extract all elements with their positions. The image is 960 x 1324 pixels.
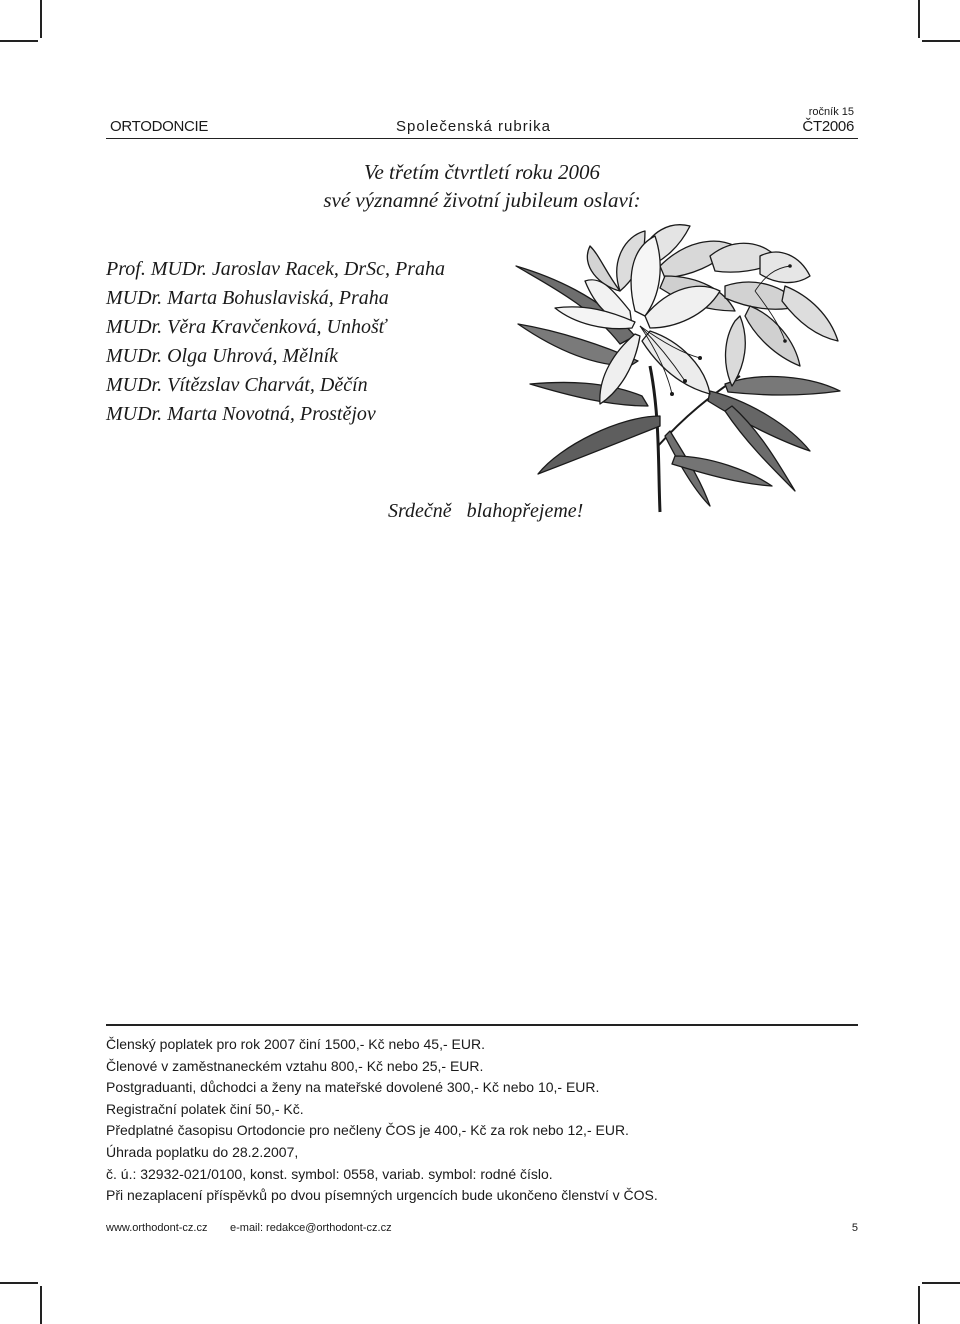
info-line: Postgraduanti, důchodci a ženy na mateřské dovolené 300,- Kč nebo 10,- EUR. [106, 1079, 600, 1096]
jubilee-names-list [106, 255, 445, 429]
crop-mark [40, 1286, 42, 1324]
membership-info [106, 1034, 658, 1207]
crop-mark [922, 1282, 960, 1284]
crop-mark [0, 40, 38, 42]
list-item: MUDr. Věra Kravčenková, Unhošť [106, 316, 386, 338]
crop-mark [922, 40, 960, 42]
info-line: Registrační polatek činí 50,- Kč. [106, 1100, 304, 1117]
headline [106, 158, 858, 214]
info-line: č. ú.: 32932-021/0100, konst. symbol: 0558, variab. symbol: rodné číslo. [106, 1165, 553, 1182]
crop-mark [918, 0, 920, 38]
crop-mark [40, 0, 42, 38]
flower-illustration [510, 216, 860, 521]
list-item: MUDr. Marta Bohuslaviská, Praha [106, 287, 389, 309]
info-line: Členové v zaměstnaneckém vztahu 800,- Kč nebo 25,- EUR. [106, 1057, 484, 1074]
headline-line: Ve třetím čtvrtletí roku 2006 [363, 160, 600, 184]
list-item: MUDr. Olga Uhrová, Mělník [106, 345, 339, 367]
info-line: Úhrada poplatku do 28.2.2007, [106, 1143, 299, 1160]
journal-name: ORTODONCIE [110, 118, 209, 135]
headline-line: své významné životní jubileum oslaví: [323, 188, 641, 212]
list-item: MUDr. Marta Novotná, Prostějov [106, 403, 376, 425]
info-line: Předplatné časopisu Ortodoncie pro nečleny ČOS je 400,- Kč za rok nebo 12,- EUR. [106, 1122, 629, 1139]
list-item: MUDr. Vítězslav Charvát, Děčín [106, 374, 368, 396]
page-number: 5 [851, 1222, 858, 1234]
divider [106, 1024, 858, 1026]
page-header [106, 104, 858, 139]
section-title: Společenská rubrika [396, 118, 551, 135]
crop-mark [918, 1286, 920, 1324]
volume-label: ročník 15 [808, 106, 854, 118]
crop-mark [0, 1282, 38, 1284]
website-link[interactable]: www.orthodont-cz.cz [106, 1222, 208, 1234]
info-line: Členský poplatek pro rok 2007 činí 1500,- Kč nebo 45,- EUR. [106, 1036, 485, 1052]
list-item: Prof. MUDr. Jaroslav Racek, DrSc, Praha [106, 258, 446, 280]
email-link[interactable]: e-mail: redakce@orthodont-cz.cz [230, 1222, 392, 1234]
info-line: Při nezaplacení příspěvků po dvou písemných urgencích bude ukončeno členství v ČOS. [106, 1187, 658, 1204]
issue-label: ČT2006 [802, 118, 854, 135]
greeting: Srdečně blahopřejeme! [388, 500, 584, 522]
